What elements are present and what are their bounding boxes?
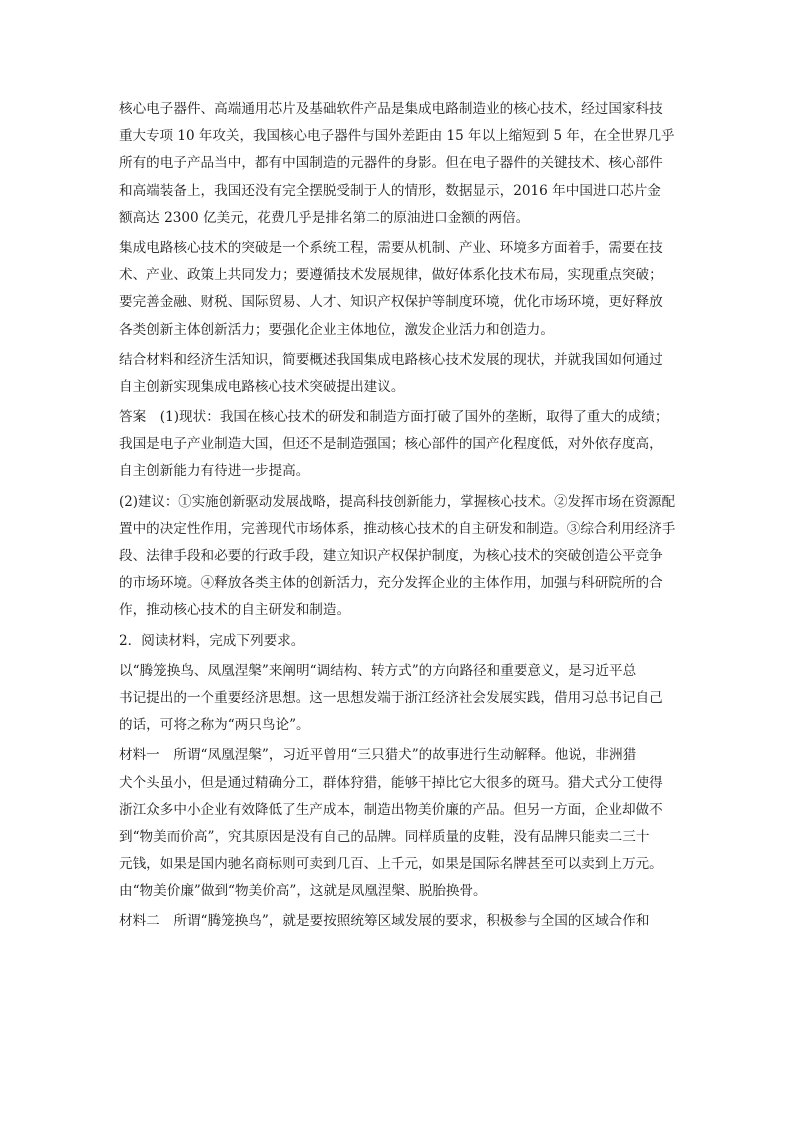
text-line: 所有的电子产品当中，都有中国制造的元器件的身影。但在电子器件的关键技术、核心部件 — [119, 155, 663, 172]
text-line: 置中的决定性作用，完善现代市场体系，推动核心技术的自主研发和制造。③综合利用经济手 — [119, 520, 676, 537]
text-line: 要完善金融、财税、国际贸易、人才、知识产权保护等制度环境，优化市场环境，更好释放 — [119, 294, 663, 311]
paragraph — [119, 489, 675, 625]
text-line: 2．阅读材料，完成下列要求。 — [119, 632, 305, 649]
text-line: 各类创新主体创新活力；要强化企业主体地位，激发企业活力和创造力。 — [119, 321, 554, 338]
text-line: 术、产业、政策上共同发力；要遵循技术发展规律，做好体系化技术布局，实现重点突破； — [119, 267, 663, 284]
text-line: 由“物美价廉”做到“物美价高”，这就是凤凰涅槃、脱胎换骨。 — [119, 883, 487, 900]
text-line: 的市场环境。④释放各类主体的创新活力，充分发挥企业的主体作用，加强与科研院所的合 — [119, 575, 663, 592]
document-body — [119, 96, 675, 936]
text-line: 作，推动核心技术的自主研发和制造。 — [119, 602, 351, 619]
paragraph — [119, 742, 675, 905]
text-line: 段、法律手段和必要的行政手段，建立知识产权保护制度，为核心技术的突破创造公平竞争 — [119, 548, 663, 564]
text-line: 集成电路核心技术的突破是一个系统工程，需要从机制、产业、环境多方面着手，需要在技 — [119, 239, 663, 256]
text-line: 核心电子器件、高端通用芯片及基础软件产品是集成电路制造业的核心技术，经过国家科技 — [119, 101, 663, 117]
paragraph — [119, 235, 675, 344]
text-line: 重大专项 10 年攻关，我国核心电子器件与国外差距由 15 年以上缩短到 5 年，在全世界几乎 — [119, 128, 675, 145]
text-line: 浙江众多中小企业有效降低了生产成本，制造出物美价廉的产品。但另一方面，企业却做不 — [119, 801, 663, 818]
paragraph — [119, 347, 675, 401]
text-line: 答案 (1)现状：我国在核心技术的研发和制造方面打破了国外的垄断，取得了重大的成绩； — [119, 409, 669, 426]
text-line: 到“物美而价高”，究其原因是没有自己的品牌。同样质量的皮鞋，没有品牌只能卖二三十 — [119, 828, 650, 845]
text-line: (2)建议：①实施创新驱动发展战略，提高科技创新能力，掌握核心技术。②发挥市场在资源配 — [119, 493, 676, 510]
text-line: 自主创新能力有待进一步提高。 — [119, 463, 310, 480]
paragraph — [119, 658, 675, 740]
text-line: 材料二 所谓“腾笼换鸟”，就是要按照统筹区域发展的要求，积极参与全国的区域合作和 — [119, 913, 650, 930]
paragraph — [119, 404, 675, 486]
text-line: 犬个头虽小，但是通过精确分工，群体狩猎，能够干掉比它大很多的斑马。猎犬式分工使得 — [119, 774, 663, 791]
text-line: 以“腾笼换鸟、凤凰涅槃”来阐明“调结构、转方式”的方向路径和重要意义，是习近平总 — [119, 662, 637, 679]
text-line: 书记提出的一个重要经济思想。这一思想发端于浙江经济社会发展实践，借用习总书记自己 — [119, 689, 663, 706]
text-line: 额高达 2300 亿美元，花费几乎是排名第二的原油进口金额的两倍。 — [119, 209, 530, 226]
text-line: 和高端装备上，我国还没有完全摆脱受制于人的情形，数据显示，2016 年中国进口芯片金 — [119, 182, 661, 199]
text-line: 我国是电子产业制造大国，但还不是制造强国；核心部件的国产化程度低，对外依存度高， — [119, 436, 663, 453]
paragraph — [119, 628, 675, 655]
paragraph — [119, 908, 675, 935]
text-line: 的话，可将之称为“两只鸟论”。 — [119, 717, 310, 734]
text-line: 材料一 所谓“凤凰涅槃”，习近平曾用“三只猎犬”的故事进行生动解释。他说，非洲猎 — [119, 747, 637, 764]
text-line: 元钱，如果是国内驰名商标则可卖到几百、上千元，如果是国际名牌甚至可以卖到上万元。 — [119, 856, 663, 873]
paragraph — [119, 96, 675, 232]
text-line: 结合材料和经济生活知识，简要概述我国集成电路核心技术发展的现状，并就我国如何通过 — [119, 351, 663, 368]
text-line: 自主创新实现集成电路核心技术突破提出建议。 — [119, 378, 405, 395]
